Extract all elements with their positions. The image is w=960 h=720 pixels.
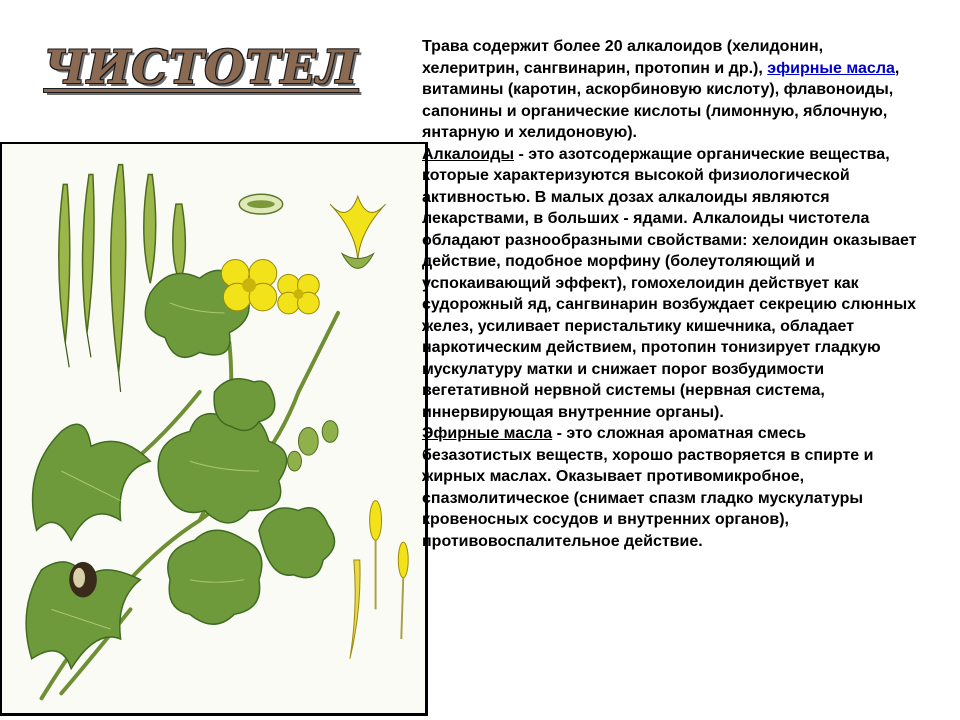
- paragraph-essential-oils: [418, 423, 918, 552]
- seed: [69, 562, 97, 598]
- pod-cross-section: [239, 194, 282, 214]
- essential-oils-link[interactable]: эфирные масла: [767, 59, 895, 77]
- description-text: [418, 36, 918, 552]
- composition-rest-text: , витамины (каротин, аскорбиновую кислоту), флавоноиды, сапонины и органические кислоты (лимонную, яблочную, янтарную и хелидоновую).: [422, 59, 900, 141]
- seed-pod: [83, 175, 95, 333]
- buds: [288, 421, 338, 471]
- alkaloids-text: - это азотсодержащие органические вещества, которые характеризуются высокой физиологической активностью. В малых дозах алкалоиды являются лекарствами, в больших - ядами. Алкалоиды чистотела обладают разнообразными свойствами: хелоидин оказывает действие, подобное морфину (болеутоляющий и успокаивающий эффект), гомохелоидин действует как судорожный яд, сангвинарин возбуждает секрецию слюнных желез, усиливает перистальтику кишечника, обладает наркотическим действием, протопин тонизирует гладкую мускулатуру матки и снижает порог возбудимости вегетативной нервной системы (нервная система, иннервирующая внутренние органы).: [422, 145, 917, 421]
- page-title: ЧИСТОТЕЛ: [44, 40, 359, 94]
- botanical-illustration-frame: [0, 142, 428, 716]
- stamens: [350, 501, 408, 659]
- seed-pod: [144, 175, 156, 284]
- seed-pod: [59, 184, 70, 342]
- paragraph-alkaloids: [418, 144, 918, 424]
- seed-pod: [111, 165, 126, 373]
- paragraph-composition: [418, 36, 918, 144]
- leaves: [26, 270, 334, 668]
- seed-pod: [173, 204, 186, 283]
- celandine-botanical-illustration: [2, 144, 425, 713]
- essential-oils-text: - это сложная ароматная смесь безазотистых веществ, хорошо растворяется в спирте и жирных маслах. Оказывает противомикробное, спазмолитическое (снимает спазм гладко мускулатуры кровеносных сосудов и внутренних органов), противовоспалительное действие.: [422, 425, 874, 550]
- flowers: [221, 196, 385, 314]
- alkaloids-term: Алкалоиды: [422, 145, 515, 163]
- essential-oils-term: Эфирные масла: [422, 425, 553, 442]
- composition-lead-text: Трава содержит более 20 алкалоидов (хелидонин, хелеритрин, сангвинарин, протопин и др.),: [422, 38, 824, 77]
